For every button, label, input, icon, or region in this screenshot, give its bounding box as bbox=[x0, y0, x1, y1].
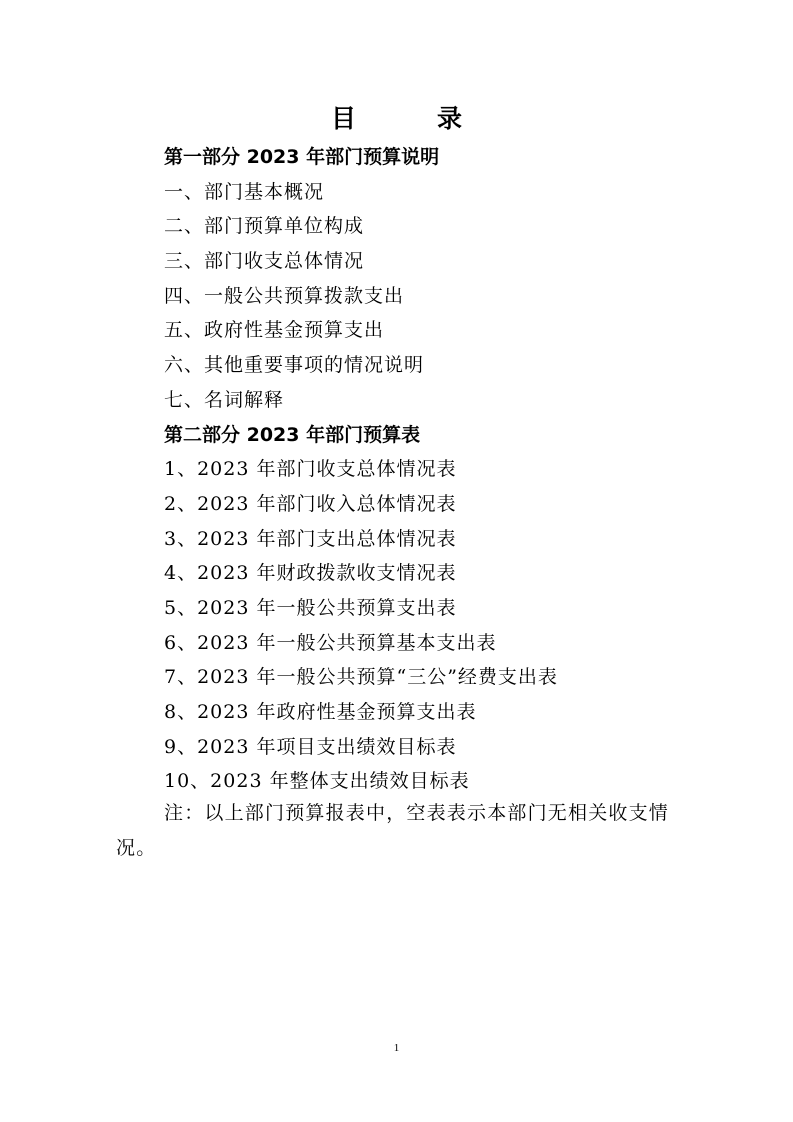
page-number: 1 bbox=[393, 1042, 400, 1054]
toc-item: 6、2023 年一般公共预算基本支出表 bbox=[164, 631, 497, 654]
toc-item: 4、2023 年财政拨款收支情况表 bbox=[164, 562, 457, 585]
toc-item: 五、政府性基金预算支出 bbox=[164, 319, 385, 342]
toc-item: 7、2023 年一般公共预算“三公”经费支出表 bbox=[164, 666, 558, 689]
footnote: 注：以上部门预算报表中，空表表示本部门无相关收支情况。 bbox=[116, 802, 670, 859]
toc-item: 1、2023 年部门收支总体情况表 bbox=[164, 458, 457, 481]
table-of-contents bbox=[164, 140, 724, 799]
toc-item: 3、2023 年部门支出总体情况表 bbox=[164, 527, 457, 550]
toc-item: 四、一般公共预算拨款支出 bbox=[164, 284, 405, 307]
toc-item: 5、2023 年一般公共预算支出表 bbox=[164, 596, 457, 619]
toc-item: 9、2023 年项目支出绩效目标表 bbox=[164, 735, 457, 758]
toc-item: 七、名词解释 bbox=[164, 388, 285, 411]
toc-part-heading: 第一部分 2023 年部门预算说明 bbox=[164, 146, 440, 168]
toc-item: 三、部门收支总体情况 bbox=[164, 250, 365, 273]
page-title: 目 录 bbox=[330, 104, 490, 133]
toc-item: 二、部门预算单位构成 bbox=[164, 215, 365, 238]
toc-item: 2、2023 年部门收入总体情况表 bbox=[164, 492, 457, 515]
toc-item: 一、部门基本概况 bbox=[164, 180, 325, 203]
toc-part-heading: 第二部分 2023 年部门预算表 bbox=[164, 423, 421, 446]
toc-item: 六、其他重要事项的情况说明 bbox=[164, 354, 425, 377]
toc-item: 8、2023 年政府性基金预算支出表 bbox=[164, 701, 477, 723]
toc-item: 10、2023 年整体支出绩效目标表 bbox=[164, 770, 470, 793]
